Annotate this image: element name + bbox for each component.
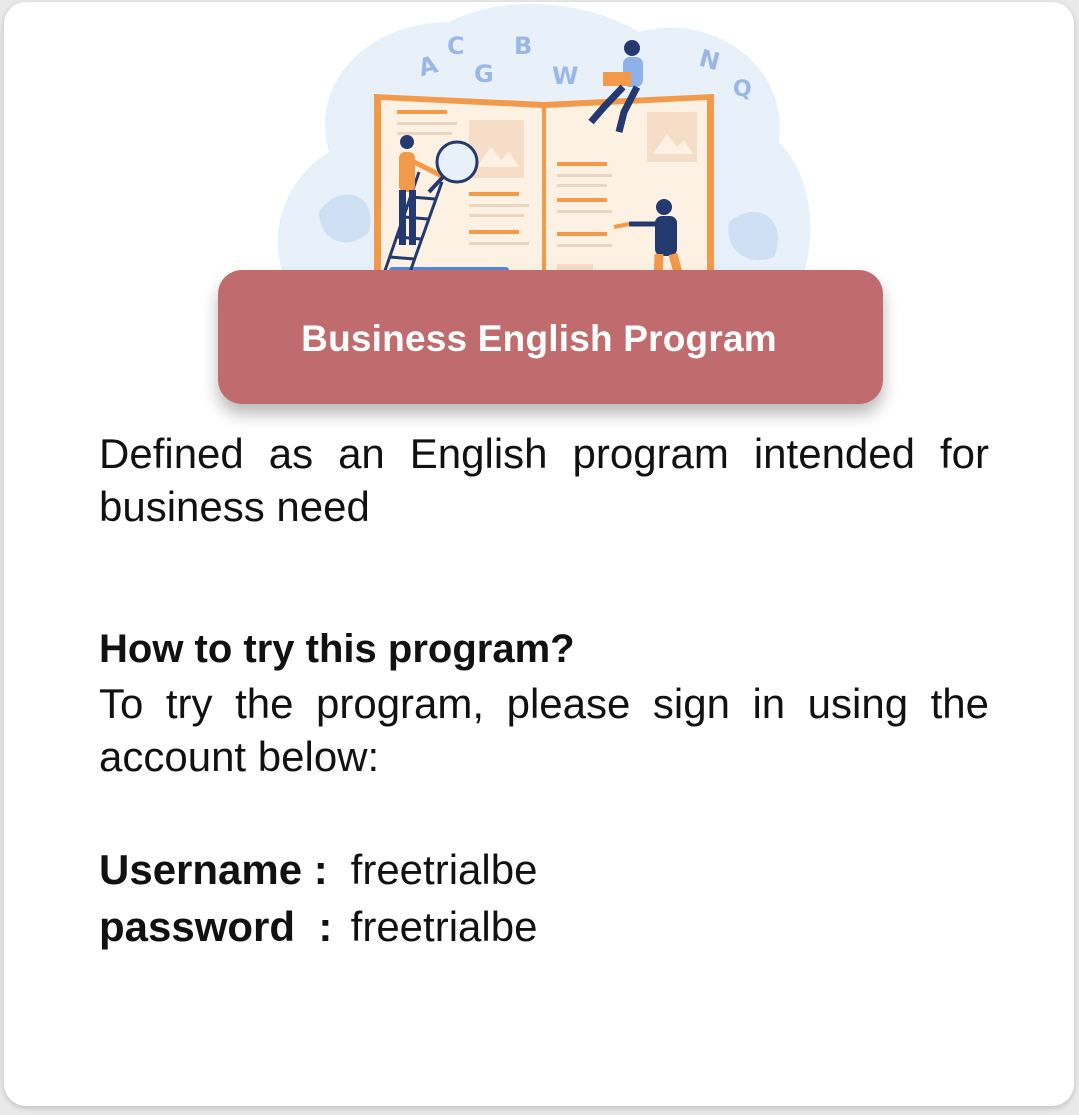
password-label: password : xyxy=(99,903,333,950)
username-row xyxy=(99,841,989,898)
letter-b: B xyxy=(514,32,533,60)
username-label-text: Username xyxy=(99,846,303,893)
letter-c: C xyxy=(447,32,465,60)
password-label-text: password xyxy=(99,903,296,950)
program-title: Business English Program xyxy=(301,318,777,359)
program-description: Defined as an English program intended for business need xyxy=(99,430,989,530)
credentials xyxy=(99,841,989,955)
howto-text: To try the program, please sign in using the account below: xyxy=(99,680,989,780)
password-row xyxy=(99,898,989,955)
letter-n: N xyxy=(696,43,723,77)
letter-w: W xyxy=(552,62,579,90)
username-value[interactable]: freetrialbe xyxy=(350,846,538,893)
program-card xyxy=(4,2,1074,1106)
letter-a: A xyxy=(415,50,441,83)
program-details xyxy=(99,427,989,955)
howto-heading: How to try this program? xyxy=(99,627,575,671)
username-label: Username : xyxy=(99,846,328,893)
letter-q: Q xyxy=(733,77,752,102)
password-value[interactable]: freetrialbe xyxy=(350,903,538,950)
letter-g: G xyxy=(474,60,494,88)
